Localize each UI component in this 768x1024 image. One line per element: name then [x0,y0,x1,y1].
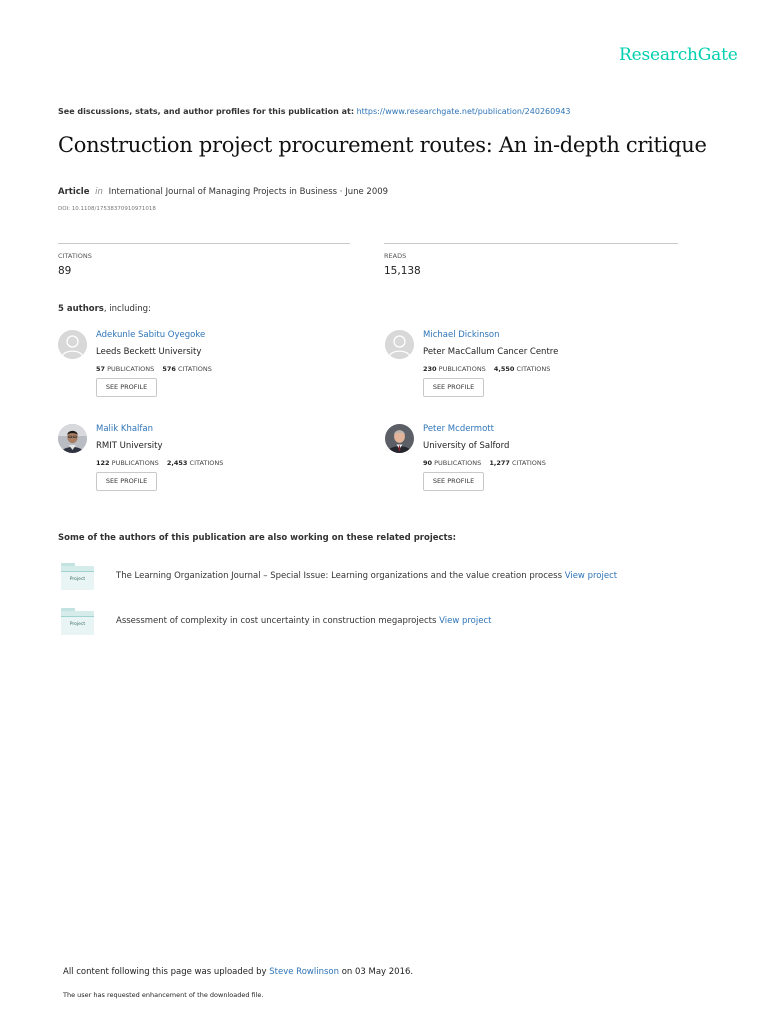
see-profile-button[interactable]: SEE PROFILE [423,472,484,491]
project-title-text: Assessment of complexity in cost uncertainty in construction megaprojects [116,616,437,626]
citations-count: 576 [162,365,176,373]
uploader-link[interactable]: Steve Rowlinson [269,967,339,977]
author-name[interactable]: Peter Mcdermott [423,424,494,434]
author-institution: Peter MacCallum Cancer Centre [423,347,559,357]
see-profile-button[interactable]: SEE PROFILE [96,472,157,491]
author-institution: Leeds Beckett University [96,347,202,357]
citations-label: CITATIONS [516,365,551,373]
author-institution: RMIT University [96,441,163,451]
view-project-link[interactable]: View project [439,616,492,626]
author-name[interactable]: Adekunle Sabitu Oyegoke [96,330,206,340]
article-in-word: in [95,187,103,197]
see-discussions-line [58,107,571,116]
project-icon-label: Project [61,616,94,635]
authors-count: 5 authors [58,304,104,314]
author-card [385,330,685,414]
uploaded-suffix: on 03 May 2016. [341,967,414,977]
default-avatar-icon [58,330,87,359]
authors-heading-suffix: , including: [103,304,151,314]
publications-count: 122 [96,459,110,467]
citations-value: 89 [58,265,72,277]
project-title [116,571,617,581]
publications-label: PUBLICATIONS [434,459,482,467]
uploaded-by-line [63,967,413,977]
uploaded-prefix: All content following this page was uploaded by [63,967,267,977]
see-discussions-text: See discussions, stats, and author profiles for this publication at: [58,107,355,116]
citations-count: 1,277 [489,459,510,467]
author-card [58,330,358,414]
author-photo [58,424,87,453]
author-name[interactable]: Michael Dickinson [423,330,500,340]
authors-heading [58,304,151,314]
doi: DOI: 10.1108/17538370910971018 [58,206,156,212]
article-meta [58,187,388,197]
publications-count: 57 [96,365,106,373]
reads-divider [384,243,678,244]
author-card [58,424,358,508]
author-photo [385,424,414,453]
project-icon-label: Project [61,571,94,590]
citations-label: CITATIONS [178,365,212,373]
publication-url-link[interactable]: https://www.researchgate.net/publication/240260943 [356,107,571,116]
publications-label: PUBLICATIONS [111,459,159,467]
project-title-text: The Learning Organization Journal – Special Issue: Learning organizations and the value creation process [116,571,562,581]
reads-label: READS [384,252,407,260]
publications-count: 230 [423,365,437,373]
author-stats [96,365,212,373]
reads-value: 15,138 [384,265,421,277]
article-type: Article [58,187,90,197]
citations-label: CITATIONS [512,459,546,467]
journal-and-date[interactable]: International Journal of Managing Projects in Business · June 2009 [108,187,389,197]
project-folder-icon [61,563,94,590]
publications-count: 90 [423,459,433,467]
author-card [385,424,685,508]
citations-label: CITATIONS [58,252,92,260]
project-title [116,616,491,626]
publication-title: Construction project procurement routes: An in-depth critique [58,133,707,157]
see-profile-button[interactable]: SEE PROFILE [96,378,157,397]
see-profile-button[interactable]: SEE PROFILE [423,378,484,397]
citations-label: CITATIONS [189,459,224,467]
enhancement-requested-note: The user has requested enhancement of the downloaded file. [63,991,264,999]
researchgate-logo[interactable]: ResearchGate [619,45,738,65]
author-name[interactable]: Malik Khalfan [96,424,154,434]
author-stats [423,365,550,373]
citations-count: 2,453 [166,459,188,467]
publications-label: PUBLICATIONS [438,365,486,373]
author-institution: University of Salford [423,441,510,451]
author-stats [423,459,546,467]
related-projects-heading: Some of the authors of this publication are also working on these related projects: [58,533,457,543]
project-row [61,608,741,638]
publications-label: PUBLICATIONS [107,365,155,373]
view-project-link[interactable]: View project [564,571,618,581]
default-avatar-icon [385,330,414,359]
citations-count: 4,550 [493,365,515,373]
project-folder-icon [61,608,94,635]
project-row [61,563,741,593]
author-stats [96,459,223,467]
citations-divider [58,243,350,244]
